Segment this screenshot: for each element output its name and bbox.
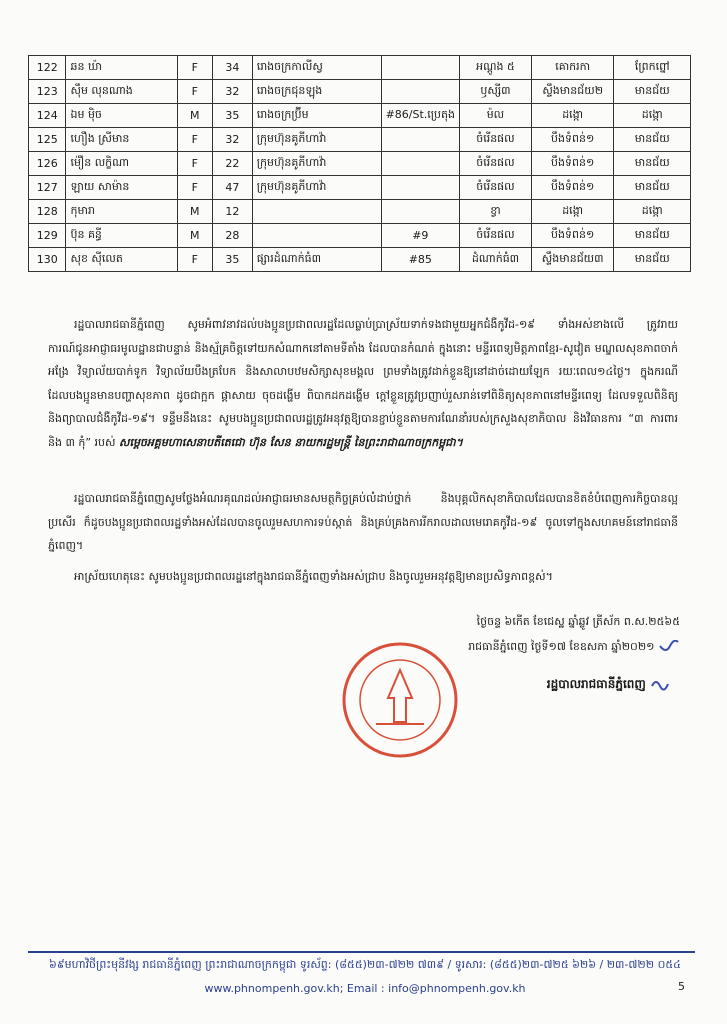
case-workplace: រោងចក្រប៊្រីម [252, 104, 381, 128]
table-row [29, 104, 691, 128]
case-workplace [252, 200, 381, 224]
case-workplace [252, 224, 381, 248]
case-commune: ស្ទឹងមានជ័យ៣ [531, 248, 614, 272]
seal-icon [340, 640, 460, 760]
case-house-number [381, 56, 459, 80]
case-village: ឫស្សី៣ [460, 80, 532, 104]
case-district: មានជ័យ [614, 224, 691, 248]
case-age: 22 [213, 152, 253, 176]
case-name: ប៊ុន គន្ធី [66, 224, 177, 248]
thanks-text: រដ្ឋបាលរាជធានីភ្នំពេញសូមថ្លែងអំណរគុណដល់អាជ្ញាធរមានសមត្ថកិច្ចគ្រប់លំដាប់ថ្នាក់ និងបុគ្គលិកសុខាភិបាលដែលបានខិតខំបំពេញការកិច្ចបានល្អប្រសើរ ក៏ដូចបងប្អូនប្រជាពលរដ្ឋទាំងអស់ដែលបានចូលរួមសហការទប់ស្កាត់ និងគ្រប់គ្រងការរីករាលដាលមេរោគកូវីដ-១៩ ចូលទៅក្នុងសហគមន៍នៅរាជធានីភ្នំពេញ។ [48, 492, 678, 552]
case-workplace: ក្រុមហ៊ុនគូភីហាវ៉ា [252, 152, 381, 176]
case-number: 126 [29, 152, 66, 176]
case-commune: ស្ទឹងមានជ័យ២ [531, 80, 614, 104]
case-age: 35 [213, 248, 253, 272]
case-age: 28 [213, 224, 253, 248]
case-house-number [381, 200, 459, 224]
case-name: ឡាយ សាម៉ាន [66, 176, 177, 200]
case-house-number: #9 [381, 224, 459, 248]
case-age: 35 [213, 104, 253, 128]
appeal-text: រដ្ឋបាលរាជធានីភ្នំពេញ សូមអំពាវនាវដល់បងប្អូនប្រជាពលរដ្ឋដែលធ្លាប់ប្រាស្រ័យទាក់ទងជាមួយអ្នកជំងឺកូវីដ-១៩ ទាំងអស់ខាងលើ ត្រូវរាយការណ៍ជូនអាជ្ញាធរមូលដ្ឋានជាបន្ទាន់ និងស្ម័គ្រចិត្តទៅយកសំណាកនៅតាមទីតាំង ដែលបានកំណត់ ក្នុងនោះ មន្ទីរពេទ្យមិត្តភាពខ្មែរ-សូវៀត មណ្ឌលសុខភាពចាក់អង្រែ វិទ្យាល័យបាក់ទូក វិទ្យាល័យបឹងត្របែក និងសាលាបឋមសិក្សាសុខមង្គល ព្រមទាំងត្រូវដាក់ខ្លួនឱ្យនៅដាច់ដោយឡែក រយៈពេល១៤ថ្ងៃ។ ក្នុងករណីដែលបងប្អូនមានបញ្ហាសុខភាព ដូចជាក្អក ផ្តាសាយ ចុចដង្ហើម ពិបាកដកដង្ហើម ក្តៅខ្លួនត្រូវប្រញាប់រួសរាន់ទៅពិនិត្យសុខភាពនៅមន្ទីរពេទ្យ ដែលទទួលពិនិត្យ និងព្យាបាលជំងឺកូវីដ-១៩។ ទន្ទឹមនឹងនេះ សូមបងប្អូនប្រជាពលរដ្ឋត្រូវអនុវត្តឱ្យបានខ្ជាប់ខ្ជួនតាមការណែនាំរបស់ក្រសួងសុខាភិបាល និងវិធានការ “៣ ការពារ និង ៣ កុំ” របស់ [48, 318, 678, 449]
signature-title [290, 676, 670, 694]
case-commune: ដង្កោ [531, 200, 614, 224]
case-name: សុខ ស៊ីលេត [66, 248, 177, 272]
case-district: មានជ័យ [614, 248, 691, 272]
case-district: មានជ័យ [614, 128, 691, 152]
case-village: ចំរើនផល [460, 224, 532, 248]
case-commune: បឹងទំពន់១ [531, 224, 614, 248]
case-name: ឆន ឃ៉ា [66, 56, 177, 80]
appeal-paragraph [48, 313, 678, 454]
table-row [29, 176, 691, 200]
case-village: ដំណាក់ធំ៣ [460, 248, 532, 272]
case-house-number [381, 80, 459, 104]
case-district: ព្រែកព្នៅ [614, 56, 691, 80]
footer-web-email: www.phnompenh.gov.kh; Email : info@phnompenh.gov.kh [204, 982, 526, 995]
table-row [29, 152, 691, 176]
case-sex: M [177, 224, 213, 248]
cases-table [28, 55, 691, 272]
case-sex: M [177, 200, 213, 224]
case-village: ខ្វា [460, 200, 532, 224]
lunar-date: ថ្ងៃចន្ទ ៦កើត ខែជេស្ឋ ឆ្នាំឆ្លូវ ត្រីស័ក ព.ស.២៥៦៥ [476, 615, 680, 628]
cases-table-body [29, 56, 691, 272]
closing-text: អាស្រ័យហេតុនេះ សូមបងប្អូនប្រជាពលរដ្ឋនៅក្នុងរាជធានីភ្នំពេញទាំងអស់ជ្រាប និងចូលរួមអនុវត្តឱ្យមានប្រសិទ្ធភាពខ្ពស់។ [74, 570, 553, 583]
case-name: ស៊ឹម លុនណាង [66, 80, 177, 104]
case-number: 124 [29, 104, 66, 128]
case-district: មានជ័យ [614, 80, 691, 104]
case-sex: F [177, 128, 213, 152]
case-name: ឯម ម៉ិច [66, 104, 177, 128]
case-house-number [381, 152, 459, 176]
case-number: 123 [29, 80, 66, 104]
case-village: ម៉ល [460, 104, 532, 128]
table-row [29, 224, 691, 248]
case-house-number: #85 [381, 248, 459, 272]
case-house-number [381, 176, 459, 200]
case-village: អណ្តូង ៥ [460, 56, 532, 80]
case-workplace: ក្រុមហ៊ុនគូភីហាវ៉ា [252, 128, 381, 152]
case-district: មានជ័យ [614, 176, 691, 200]
case-name: ហឿង ស្រីមាន [66, 128, 177, 152]
case-sex: F [177, 152, 213, 176]
case-age: 12 [213, 200, 253, 224]
closing-paragraph [48, 565, 678, 589]
case-village: ចំរើនផល [460, 176, 532, 200]
case-name: ម៉ឿន លក្ខិណា [66, 152, 177, 176]
appeal-text-bold: សម្តេចអគ្គមហាសេនាបតីតេជោ ហ៊ុន សែន នាយករដ្ឋមន្ត្រី នៃព្រះរាជាណាចក្រកម្ពុជា។ [118, 435, 463, 449]
case-number: 129 [29, 224, 66, 248]
case-commune: បឹងទំពន់១ [531, 128, 614, 152]
case-number: 130 [29, 248, 66, 272]
case-number: 125 [29, 128, 66, 152]
case-sex: F [177, 248, 213, 272]
case-sex: F [177, 176, 213, 200]
page-number: 5 [678, 980, 685, 993]
case-commune: បឹងទំពន់១ [531, 152, 614, 176]
case-workplace: រោងចក្រកាលីស្វ [252, 56, 381, 80]
case-village: ចំរើនផល [460, 128, 532, 152]
case-house-number [381, 128, 459, 152]
thanks-paragraph [48, 487, 678, 558]
case-house-number: #86/St.ប្រេតុង [381, 104, 459, 128]
case-workplace: ក្រុមហ៊ុនគូភីហាវ៉ា [252, 176, 381, 200]
solar-date-text: រាជធានីភ្នំពេញ ថ្ងៃទី១៧ ខែឧសភា ឆ្នាំ២០២១ [468, 640, 655, 653]
case-commune: ដង្កោ [531, 104, 614, 128]
table-row [29, 128, 691, 152]
case-number: 127 [29, 176, 66, 200]
official-seal [340, 640, 460, 764]
footer-divider [28, 951, 695, 953]
case-age: 32 [213, 80, 253, 104]
table-row [29, 200, 691, 224]
case-district: ដង្កោ [614, 104, 691, 128]
case-workplace: រោងចក្រជុនឡុង [252, 80, 381, 104]
case-number: 128 [29, 200, 66, 224]
case-sex: F [177, 56, 213, 80]
case-district: មានជ័យ [614, 152, 691, 176]
case-age: 34 [213, 56, 253, 80]
case-age: 47 [213, 176, 253, 200]
signature-title-text: រដ្ឋបាលរាជធានីភ្នំពេញ [546, 677, 646, 691]
case-commune: គោករកា [531, 56, 614, 80]
case-sex: M [177, 104, 213, 128]
table-row [29, 80, 691, 104]
case-commune: បឹងទំពន់១ [531, 176, 614, 200]
case-village: ចំរើនផល [460, 152, 532, 176]
handwritten-initial-icon [658, 640, 680, 654]
table-row [29, 248, 691, 272]
case-age: 32 [213, 128, 253, 152]
table-row [29, 56, 691, 80]
footer-address: ៦៩មហាវិថីព្រះមុនីវង្ស រាជធានីភ្នំពេញ ព្រះរាជាណាចក្រកម្ពុជា ទូរស័ព្ទ: (៨៥៥)២៣-៧២២ ៧៣៩ / ទូរសារ: (៨៥៥)២៣-៧២៥ ៦២៦ / ២៣-៧២២ ០៥៤ [49, 958, 681, 971]
handwritten-signature-icon [650, 678, 670, 692]
case-name: កុមារា [66, 200, 177, 224]
case-sex: F [177, 80, 213, 104]
case-workplace: ផ្សារដំណាក់ធំ៣ [252, 248, 381, 272]
case-number: 122 [29, 56, 66, 80]
case-district: ដង្កោ [614, 200, 691, 224]
